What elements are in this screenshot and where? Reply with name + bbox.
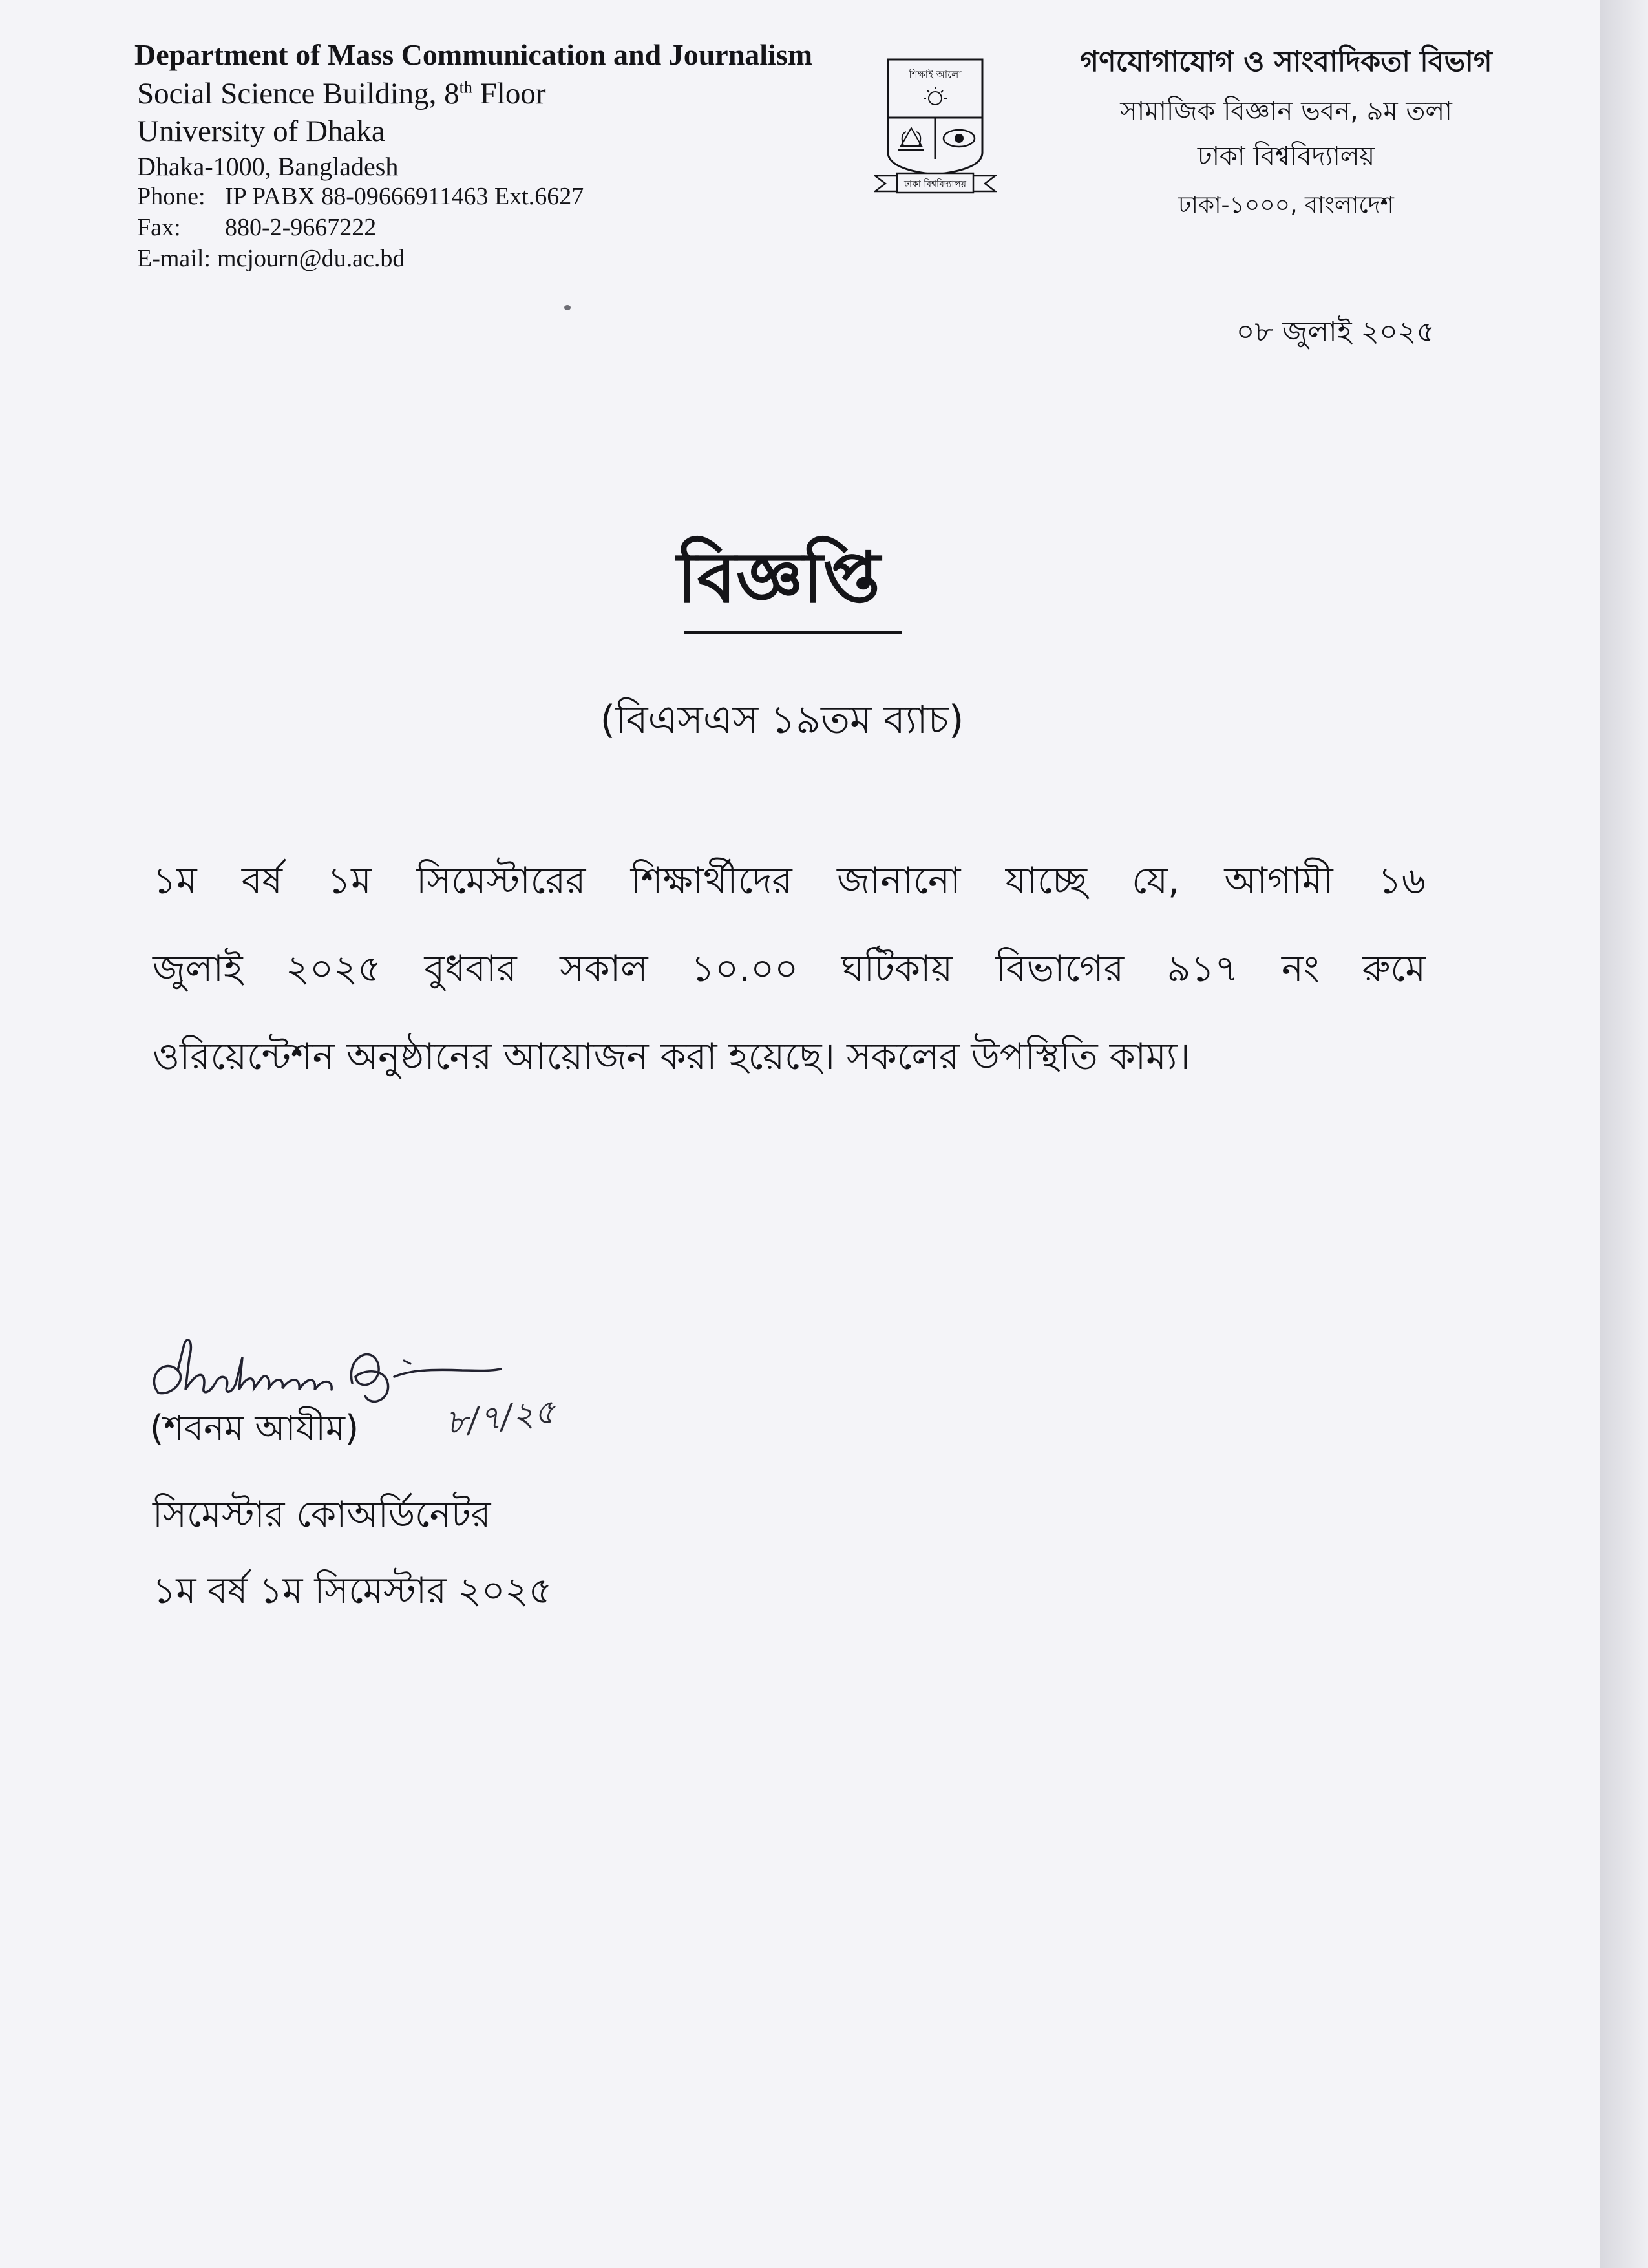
email-value: mcjourn@du.ac.bd: [217, 245, 405, 272]
body-text-line: জুলাই ২০২৫ বুধবার সকাল ১০.০০ ঘটিকায় বিভাগের ৯১৭ নং রুমে: [153, 948, 1426, 990]
university-name-bn: ঢাকা বিশ্ববিদ্যালয়: [1197, 142, 1375, 171]
page-edge-shadow: [1600, 0, 1648, 2268]
city-en: Dhaka-1000, Bangladesh: [137, 152, 399, 181]
email-line: [137, 244, 405, 273]
body-text-line: ১ম বর্ষ ১ম সিমেস্টারের শিক্ষার্থীদের জানানো যাচ্ছে যে, আগামী ১৬: [153, 860, 1426, 902]
paper-speck: [564, 305, 571, 310]
title-underline: [684, 631, 902, 634]
body-text-line: ওরিয়েন্টেশন অনুষ্ঠানের আয়োজন করা হয়েছে। সকলের উপস্থিতি কাম্য।: [153, 1035, 1190, 1078]
signer-designation: সিমেস্টার কোঅর্ডিনেটর: [153, 1494, 491, 1536]
signer-program: ১ম বর্ষ ১ম সিমেস্টার ২০২৫: [153, 1570, 553, 1612]
signature-date: ৮/৭/২৫: [444, 1392, 558, 1443]
email-label: E-mail:: [137, 245, 211, 272]
crest-banner: ঢাকা বিশ্ববিদ্যালয়: [903, 179, 967, 189]
fax-value: 880-2-9667222: [225, 214, 377, 241]
fax-line: [137, 213, 376, 242]
signer-name: (শবনম আযীম): [150, 1408, 359, 1448]
crest-motto: শিক্ষাই আলো: [909, 69, 962, 80]
building-address-bn: সামাজিক বিজ্ঞান ভবন, ৯ম তলা: [1120, 96, 1452, 126]
city-bn: ঢাকা-১০০০, বাংলাদেশ: [1178, 192, 1394, 218]
notice-subtitle: (বিএসএস ১৯তম ব্যাচ): [600, 697, 964, 743]
department-name-en: Department of Mass Communication and Journalism: [134, 38, 813, 71]
university-name-en: University of Dhaka: [137, 114, 385, 148]
phone-label: Phone:: [137, 183, 206, 210]
department-name-bn: গণযোগাযোগ ও সাংবাদিকতা বিভাগ: [1080, 45, 1492, 78]
phone-value: IP PABX 88-09666911463 Ext.6627: [225, 183, 584, 210]
phone-line: [137, 182, 584, 211]
building-address-en: Social Science Building, 8th Floor: [137, 77, 546, 111]
fax-label: Fax:: [137, 214, 181, 241]
university-crest-icon: [874, 56, 997, 198]
notice-date: ০৮ জুলাই ২০২৫: [1236, 315, 1435, 348]
notice-title: বিজ্ঞপ্তি: [677, 538, 881, 619]
